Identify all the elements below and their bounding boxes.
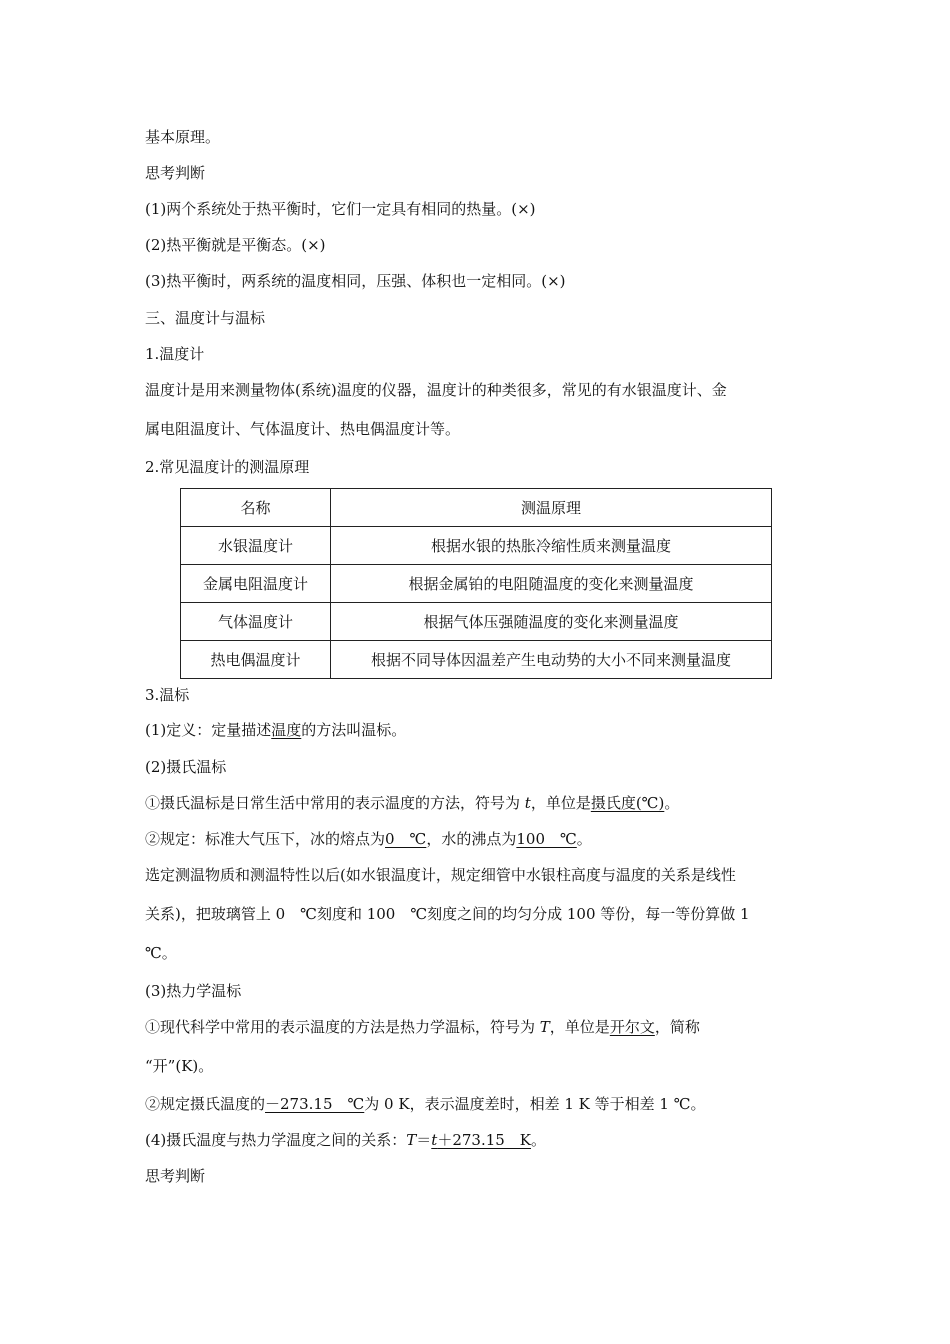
text: (4)摄氏温度与热力学温度之间的关系： (145, 1131, 407, 1149)
table-row (181, 565, 772, 603)
table-cell: 根据金属铂的电阻随温度的变化来测量温度 (331, 565, 772, 603)
table-header-row (181, 489, 772, 527)
underlined-answer: 温度 (271, 721, 302, 739)
table-row (181, 527, 772, 565)
subsection-heading: 1.温度计 (145, 345, 205, 363)
text: ，水的沸点为 (426, 830, 517, 848)
table-cell: 气体温度计 (181, 603, 331, 641)
underlined-answer: ＋273.15 K (437, 1131, 532, 1149)
subsection-heading: (2)摄氏温标 (145, 758, 227, 776)
text: 。 (664, 794, 680, 812)
table-cell: 根据水银的热胀冷缩性质来测量温度 (331, 527, 772, 565)
section-heading: 思考判断 (145, 1167, 206, 1185)
underlined-answer: －273.15 ℃ (265, 1095, 365, 1113)
subsection-heading: 3.温标 (145, 686, 190, 704)
text: 为 0 K，表示温度差时，相差 1 K 等于相差 1 ℃。 (364, 1095, 706, 1113)
paragraph-line: “开”(K)。 (145, 1057, 214, 1075)
text: (1)定义：定量描述 (145, 721, 272, 739)
symbol: T (539, 1018, 550, 1036)
section-heading: 三、温度计与温标 (145, 309, 266, 327)
underlined-answer: 开尔文 (609, 1018, 655, 1036)
paragraph-line (145, 792, 679, 814)
paragraph-line (145, 1016, 700, 1038)
text: ，单位是 (549, 1018, 610, 1036)
text: ＝ (416, 1131, 432, 1149)
table-header-cell: 测温原理 (331, 489, 772, 527)
paragraph-line: 选定测温物质和测温特性以后(如水银温度计，规定细管中水银柱高度与温度的关系是线性 (145, 866, 736, 884)
symbol: t (524, 794, 531, 812)
subsection-heading: 2.常见温度计的测温原理 (145, 458, 310, 476)
table-row (181, 603, 772, 641)
text: ，单位是 (530, 794, 591, 812)
table-cell: 根据不同导体因温差产生电动势的大小不同来测量温度 (331, 641, 772, 679)
table-cell: 水银温度计 (181, 527, 331, 565)
thermometer-table (180, 488, 772, 679)
table-cell: 金属电阻温度计 (181, 565, 331, 603)
table-cell: 根据气体压强随温度的变化来测量温度 (331, 603, 772, 641)
text: 。 (531, 1131, 547, 1149)
text: 的方法叫温标。 (301, 721, 407, 739)
paragraph-line: 温度计是用来测量物体(系统)温度的仪器，温度计的种类很多，常见的有水银温度计、金 (145, 381, 727, 399)
definition-line (145, 719, 406, 741)
underlined-answer: 100 ℃ (516, 830, 577, 848)
subsection-heading: (3)热力学温标 (145, 982, 242, 1000)
text: ②规定：标准大气压下，冰的熔点为 (145, 830, 386, 848)
judgement-item-3: (3)热平衡时，两系统的温度相同，压强、体积也一定相同。(×) (145, 272, 566, 290)
text: ①现代科学中常用的表示温度的方法是热力学温标，符号为 (145, 1018, 540, 1036)
paragraph-line (145, 1093, 705, 1115)
text: ②规定摄氏温度的 (145, 1095, 266, 1113)
table-cell: 热电偶温度计 (181, 641, 331, 679)
paragraph-line (145, 1129, 546, 1151)
judgement-item-2: (2)热平衡就是平衡态。(×) (145, 236, 326, 254)
paragraph-line: ℃。 (145, 944, 177, 962)
judgement-item-1: (1)两个系统处于热平衡时，它们一定具有相同的热量。(×) (145, 200, 536, 218)
symbol: T (406, 1131, 417, 1149)
text-line: 基本原理。 (145, 128, 221, 146)
underlined-answer-symbol: t (431, 1131, 438, 1149)
paragraph-line: 属电阻温度计、气体温度计、热电偶温度计等。 (145, 420, 461, 438)
text: 。 (576, 830, 592, 848)
paragraph-line (145, 828, 592, 850)
text: ①摄氏温标是日常生活中常用的表示温度的方法，符号为 (145, 794, 525, 812)
underlined-answer: 摄氏度(℃) (590, 794, 665, 812)
table-row (181, 641, 772, 679)
text: ，简称 (654, 1018, 700, 1036)
underlined-answer: 0 ℃ (385, 830, 427, 848)
table-header-cell: 名称 (181, 489, 331, 527)
section-heading: 思考判断 (145, 164, 206, 182)
paragraph-line: 关系)，把玻璃管上 0 ℃刻度和 100 ℃刻度之间的均匀分成 100 等份，每一等份算做 1 (145, 905, 750, 923)
